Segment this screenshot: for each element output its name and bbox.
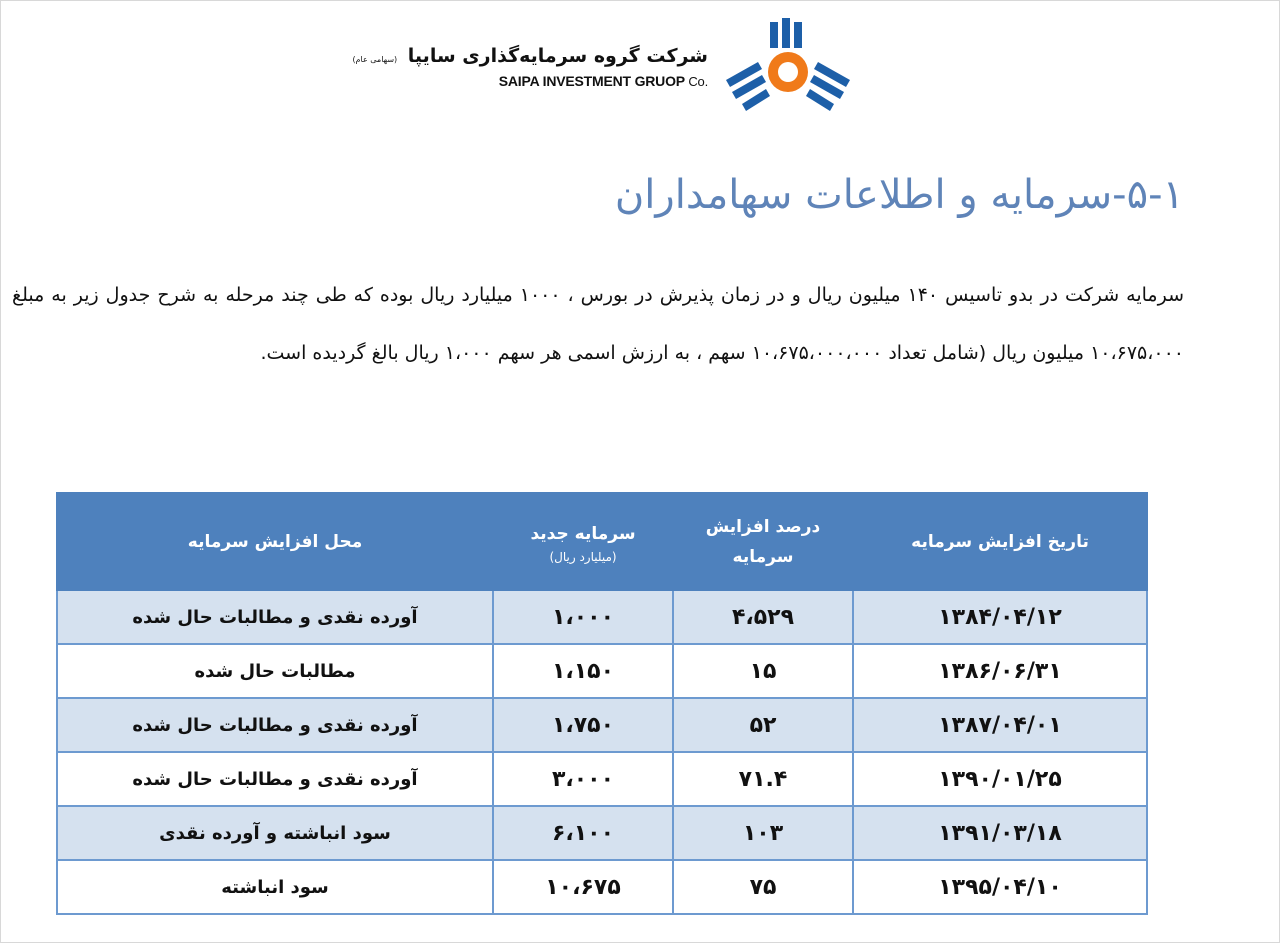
saipa-logo-icon <box>718 18 858 118</box>
date-cell: ۱۳۹۱/۰۳/۱۸ <box>853 806 1147 860</box>
table-row <box>57 806 1147 860</box>
header-source: محل افزایش سرمایه <box>57 493 493 590</box>
percent-cell: ۷۱.۴ <box>673 752 853 806</box>
header-percent: درصد افزایش سرمایه <box>673 493 853 590</box>
capital-increase-table <box>56 492 1148 915</box>
table-row <box>57 698 1147 752</box>
date-cell: ۱۳۸۴/۰۴/۱۲ <box>853 590 1147 644</box>
header-new-capital-unit: (میلیارد ریال) <box>549 549 617 564</box>
company-logo-header <box>318 18 858 118</box>
new-capital-cell: ۱،۱۵۰ <box>493 644 673 698</box>
source-cell: سود انباشته <box>57 860 493 914</box>
percent-cell: ۵۲ <box>673 698 853 752</box>
table-row <box>57 590 1147 644</box>
company-name-fa-row <box>352 44 708 72</box>
source-cell: آورده نقدی و مطالبات حال شده <box>57 752 493 806</box>
percent-cell: ۴،۵۲۹ <box>673 590 853 644</box>
source-cell: مطالبات حال شده <box>57 644 493 698</box>
company-name-en-row <box>352 72 708 91</box>
header-date: تاریخ افزایش سرمایه <box>853 493 1147 590</box>
source-cell: سود انباشته و آورده نقدی <box>57 806 493 860</box>
date-cell: ۱۳۹۵/۰۴/۱۰ <box>853 860 1147 914</box>
header-new-capital <box>493 493 673 590</box>
company-name-en: SAIPA INVESTMENT GRUOP <box>498 73 685 89</box>
capital-description-paragraph: سرمایه شرکت در بدو تاسیس ۱۴۰ میلیون ریال و در زمان پذیرش در بورس ، ۱۰۰۰ میلیارد ریال بوده که طی چند مرحله به شرح جدول زیر به مبلغ ۱۰،۶۷۵،۰۰۰ میلیون ریال (شامل تعداد ۱۰،۶۷۵،۰۰۰،۰۰۰ سهم ، به ارزش اسمی هر سهم ۱،۰۰۰ ریال بالغ گردیده است. <box>12 284 1184 364</box>
date-cell: ۱۳۹۰/۰۱/۲۵ <box>853 752 1147 806</box>
percent-cell: ۱۵ <box>673 644 853 698</box>
new-capital-cell: ۱،۰۰۰ <box>493 590 673 644</box>
table-row <box>57 644 1147 698</box>
new-capital-cell: ۱،۷۵۰ <box>493 698 673 752</box>
source-cell: آورده نقدی و مطالبات حال شده <box>57 590 493 644</box>
company-type-fa: (سهامی عام) <box>352 55 398 64</box>
new-capital-cell: ۱۰،۶۷۵ <box>493 860 673 914</box>
company-name-fa: شرکت گروه سرمایه‌گذاری سایپا <box>407 45 708 67</box>
new-capital-cell: ۶،۱۰۰ <box>493 806 673 860</box>
percent-cell: ۷۵ <box>673 860 853 914</box>
table-header-row <box>57 493 1147 590</box>
table-row <box>57 752 1147 806</box>
new-capital-cell: ۳،۰۰۰ <box>493 752 673 806</box>
company-name <box>352 44 708 91</box>
table-row <box>57 860 1147 914</box>
percent-cell: ۱۰۳ <box>673 806 853 860</box>
header-new-capital-label: سرمایه جدید <box>530 523 636 544</box>
date-cell: ۱۳۸۷/۰۴/۰۱ <box>853 698 1147 752</box>
date-cell: ۱۳۸۶/۰۶/۳۱ <box>853 644 1147 698</box>
source-cell: آورده نقدی و مطالبات حال شده <box>57 698 493 752</box>
company-suffix-en: Co. <box>688 74 708 89</box>
section-title: ۵-۱-سرمایه و اطلاعات سهامداران <box>614 172 1184 218</box>
